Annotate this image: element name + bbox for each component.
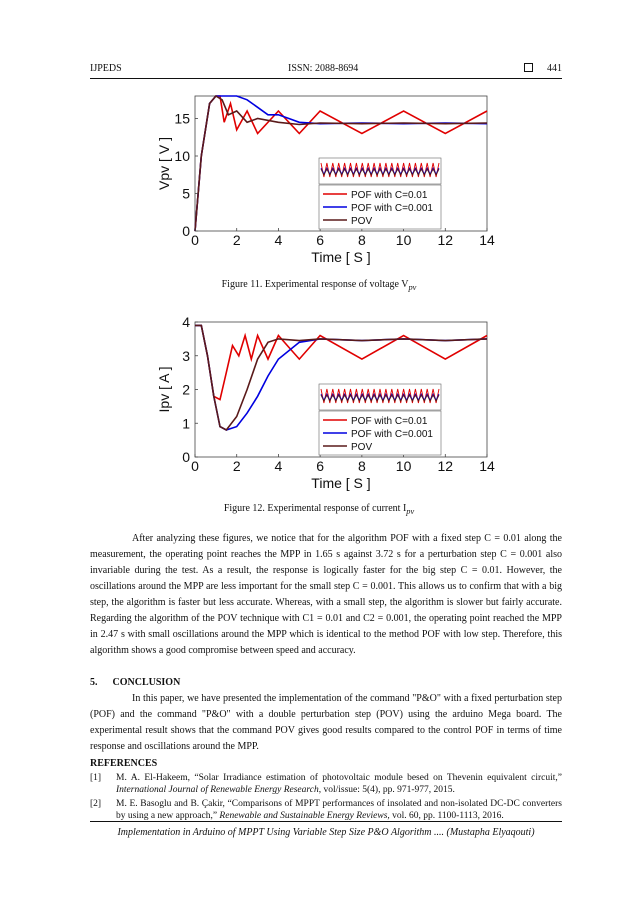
conclusion-heading: 5. CONCLUSION [90,677,181,688]
issn: ISSN: 2088-8694 [288,63,359,74]
figure-11-chart [150,88,495,266]
header-rule [90,78,562,79]
figure-11-caption: Figure 11. Experimental response of voltage $V_{pv}$ [221,279,417,292]
legend-label: POV [351,442,373,453]
checkbox-glyph-icon [524,63,533,72]
x-tick-label: 8 [357,232,366,248]
conclusion-paragraph: In this paper, we have presented the implementation of the command "P&O" with a fixed perturbation step (POF) and the command "P&O" with a double perturbation step (POV) using the arduino Mega board. The experimental result shows that the command POV gives good results compared to the control POF in terms of time response and oscillations around the MPP. [90,693,562,752]
y-tick-label: 2 [182,381,190,398]
x-tick-label: 6 [316,458,325,474]
y-tick-label: 0 [182,223,190,239]
x-tick-label: 0 [191,458,199,474]
y-axis-label: Ipv [ A ] [156,366,172,413]
figure-12-caption: Figure 12. Experimental response of current $I_{pv}$ [223,503,415,516]
y-tick-label: 0 [182,449,190,465]
x-tick-label: 2 [232,458,241,474]
discussion-paragraph: After analyzing these figures, we notice that for the algorithm POF with a fixed step C = 0.01 along the measurement, the operating point reaches the MPP in 1.65 s against 3.72 s for a perturbation step C = 0.001 also invariable during the test. As a result, the response is logically faster for the big step C = 0.01. However, the oscillations around the MPP are less important for the small step C = 0.001. This allows us to confirm that with a big step, the algorithm is faster but less accurate. Whereas, with a small step, the algorithm is slower but fairly accurate. Regarding the algorithm of the POV technique with C1 = 0.01 and C2 = 0.001, the operating point reached the MPP in 2.47 s with small oscillations around the MPP which is identical to the method POF with low step. Therefore, this algorithm shows a good compromise between speed and accuracy. [90,533,562,656]
figure-12-chart [150,314,495,492]
footer-rule [90,821,562,822]
references-list [90,772,562,824]
x-axis-label: Time [ S ] [311,475,371,491]
y-tick-label: 1 [182,415,190,432]
x-tick-label: 12 [437,232,454,248]
x-tick-label: 4 [274,232,283,248]
x-tick-label: 10 [395,458,412,474]
y-tick-label: 4 [182,314,190,330]
legend-label: POV [351,216,373,227]
y-tick-label: 15 [174,110,190,127]
conclusion-section [90,691,562,755]
x-tick-label: 6 [316,232,325,248]
y-axis-label: Vpv [ V ] [156,137,172,190]
legend-label: POF with C=0.01 [351,190,428,201]
x-tick-label: 10 [395,232,412,248]
legend-label: POF with C=0.001 [351,203,433,214]
references-heading: REFERENCES [90,758,158,769]
y-tick-label: 5 [182,185,190,202]
y-tick-label: 10 [174,148,190,164]
discussion-section [90,531,562,659]
page-number: 441 [547,63,562,74]
page-number-group [524,63,562,74]
x-tick-label: 2 [232,232,241,248]
legend-label: POF with C=0.01 [351,416,428,427]
x-tick-label: 12 [437,458,454,474]
x-tick-label: 14 [479,458,495,474]
x-axis-label: Time [ S ] [311,249,371,265]
x-tick-label: 0 [191,232,199,248]
x-tick-label: 14 [479,232,495,248]
page-footer: Implementation in Arduino of MPPT Using Variable Step Size P&O Algorithm .... (Mustapha Elyaqouti) [117,827,535,838]
reference-item: [2] M. E. Basoglu and B. Çakir, “Comparisons of MPPT performances of insolated and non-isolated DC-DC converters by using a new approach,” Renewable and Sustainable Energy Reviews, vol. 60, pp. 1100-1113, 2016. [90,799,562,821]
reference-item: [1] M. A. El-Hakeem, “Solar Irradiance estimation of photovoltaic module besed on Thevenin equivalent circuit,” International Journal of Renewable Energy Research, vol/issue: 5(4), pp. 971-977, 2015. [90,773,562,795]
legend-label: POF with C=0.001 [351,429,433,440]
journal-name: IJPEDS [90,63,122,74]
x-tick-label: 8 [357,458,366,474]
y-tick-label: 3 [182,347,190,364]
x-tick-label: 4 [274,458,283,474]
